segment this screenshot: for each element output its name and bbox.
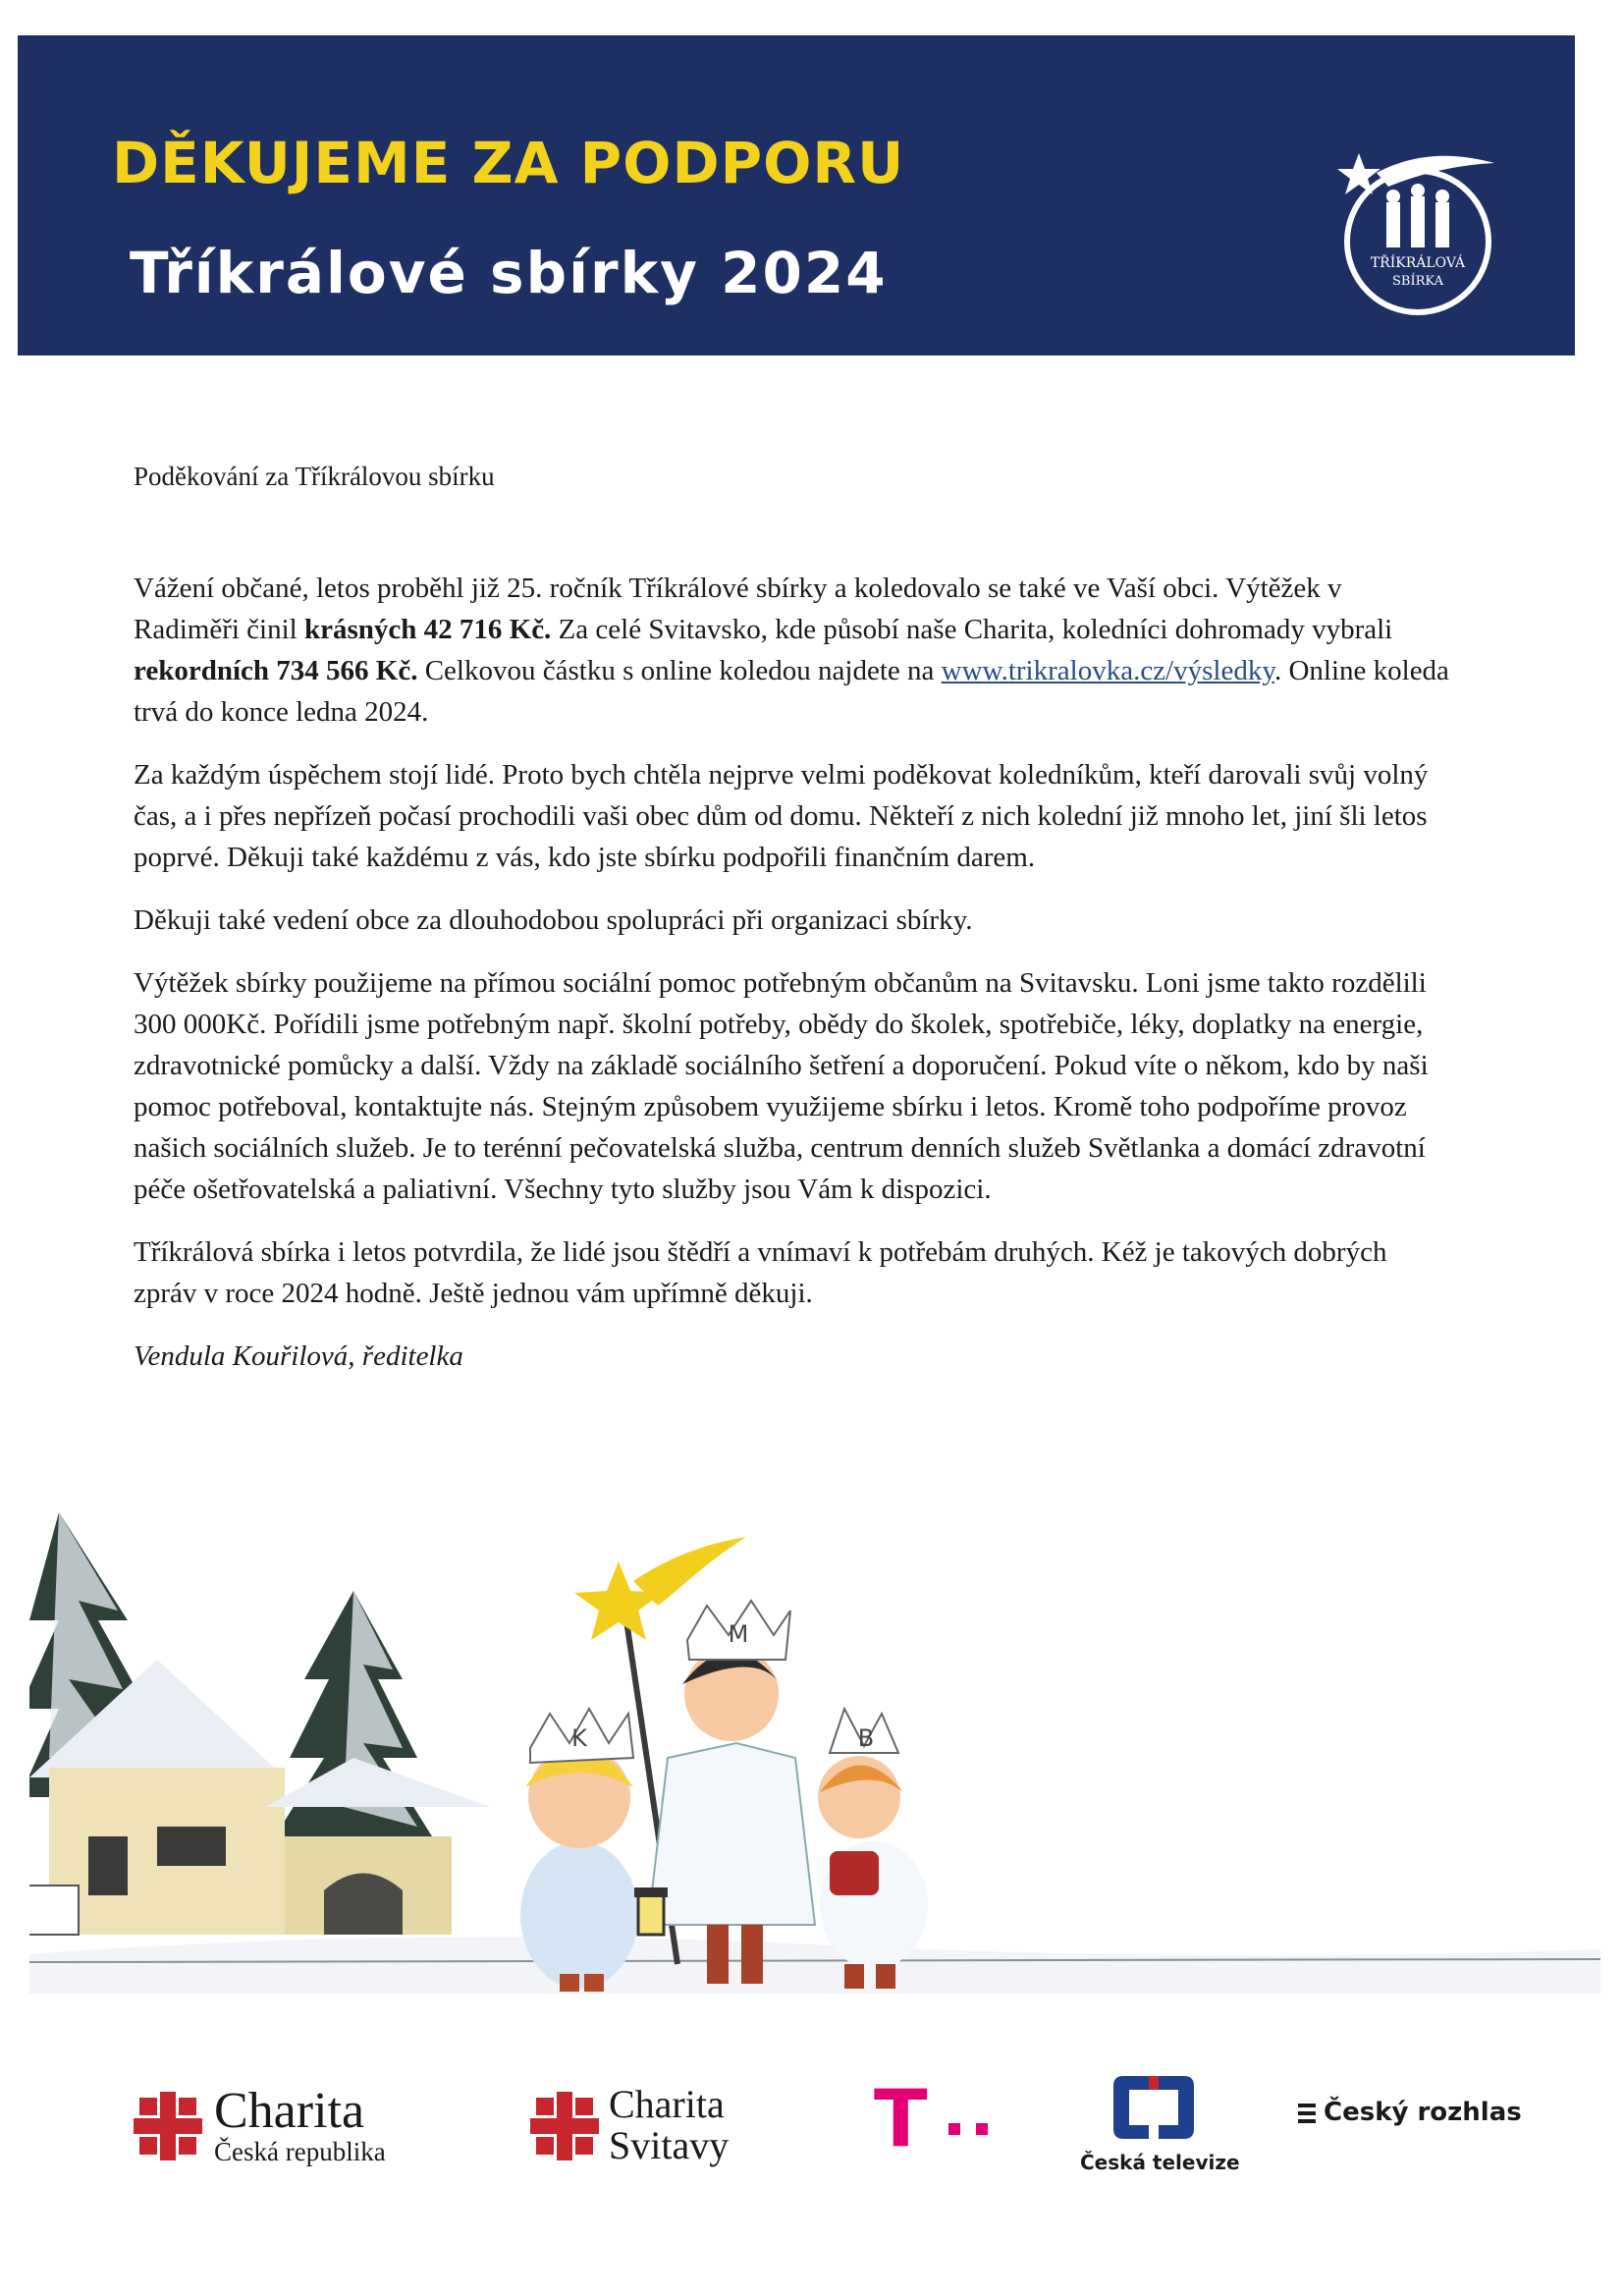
- telekom-logo: [874, 2062, 1011, 2180]
- results-link[interactable]: www.trikralovka.cz/výsledky: [941, 655, 1274, 686]
- telekom-t-icon: T: [874, 2073, 928, 2164]
- charita-cross-icon: [134, 2092, 202, 2160]
- ct-mark-icon: [1110, 2072, 1198, 2143]
- paragraph-2: Za každým úspěchem stojí lidé. Proto bych chtěla nejprve velmi poděkovat koledníkům, kteří darovali svůj volný čas, a i přes nepřízeň počasí prochodili vaši obec dům od domu. Někteří z nich kolední již mnoho let, jiní šli letos poprvé. Děkuji také každému z vás, kdo jste sbírku podpořili finančním darem.: [134, 759, 1429, 873]
- logo-text-line1: TŘÍKRÁLOVÁ: [1370, 255, 1466, 271]
- crown-letter-k: K: [571, 1724, 587, 1752]
- telekom-dot-icon: [976, 2123, 988, 2135]
- p1-text-a: Vážení občané, letos proběhl již 25. ročník Tříkrálové sbírky a koledovalo se také ve Vaší obci. Výtěžek v Radiměři činil: [134, 573, 1342, 645]
- paragraph-1: [134, 568, 1449, 733]
- cr-label: Český rozhlas: [1324, 2098, 1522, 2127]
- paragraph-4: Výtěžek sbírky použijeme na přímou sociální pomoc potřebným občanům na Svitavsku. Loni jsme takto rozdělili 300 000Kč. Pořídili jsme potřebným např. školní potřeby, obědy do školek, spotřebiče, léky, doplatky na energie, zdravotnické pomůcky a další. Vždy na základě sociálního šetření a doporučení. Pokud víte o někom, kdo by naši pomoc potřeboval, kontaktujte nás. Stejným způsobem využijeme sbírku i letos. Kromě toho podpoříme provoz našich sociálních služeb. Je to terénní pečovatelská služba, centrum denních služeb Světlanka a domácí zdravotní péče ošetřovatelská a paliativní. Všechny tyto služby jsou Vám k dispozici.: [134, 967, 1429, 1205]
- lantern-icon: [634, 1887, 668, 1935]
- paragraph-3: Děkuji také vedení obce za dlouhodobou spolupráci při organizaci sbírky.: [134, 904, 973, 936]
- charita-svitavy-name1: Charita: [609, 2082, 725, 2126]
- caroler-b-icon: [818, 1709, 928, 1989]
- charita-cross-icon: [530, 2092, 599, 2160]
- letter-heading: Poděkování za Tříkrálovou sbírku: [134, 462, 495, 491]
- amount-radimer: krásných 42 716 Kč.: [303, 614, 552, 645]
- charita-svitavy-logo: [530, 2062, 756, 2180]
- ct-label: Česká televize: [1080, 2151, 1240, 2174]
- sponsor-logos: [0, 2062, 1624, 2200]
- ceska-televize-logo: [1080, 2062, 1240, 2180]
- winter-carolers-illustration: [29, 1512, 1600, 1994]
- charita-svitavy-name2: Svitavy: [609, 2123, 730, 2167]
- letter-body: [134, 568, 1449, 1398]
- paragraph-5: Tříkrálová sbírka i letos potvrdila, že lidé jsou štědří a vnímaví k potřebám druhých. Kéž je takových dobrých zpráv v roce 2024 hodně. Ještě jednou vám upřímně děkuji.: [134, 1236, 1387, 1309]
- logo-text-line2: SBÍRKA: [1392, 274, 1443, 289]
- p1-text-d: . Online koleda trvá do konce ledna 2024.: [134, 655, 1449, 728]
- p1-text-c: Celkovou částku s online koledou najdete na: [417, 655, 942, 686]
- banner-title: DĚKUJEME ZA PODPORU: [112, 130, 905, 196]
- charita-cr-name: Charita: [214, 2083, 365, 2139]
- signature: Vendula Kouřilová, ředitelka: [134, 1340, 463, 1372]
- trikralova-sbirka-logo: [1329, 143, 1506, 320]
- amount-svitavsko: rekordních 734 566 Kč.: [134, 655, 418, 686]
- banner-subtitle: Tříkrálové sbírky 2024: [130, 240, 888, 306]
- telekom-dot-icon: [948, 2123, 960, 2135]
- crown-letter-m: M: [728, 1620, 749, 1648]
- cr-lines-icon: [1298, 2104, 1316, 2123]
- caroler-k-icon: [520, 1709, 638, 1992]
- charita-cr-sub: Česká republika: [214, 2137, 386, 2166]
- charita-cr-logo: [134, 2062, 428, 2180]
- p1-text-b: Za celé Svitavsko, kde působí naše Charita, koledníci dohromady vybrali: [551, 614, 1393, 645]
- header-banner: [18, 35, 1575, 355]
- cesky-rozhlas-logo: [1298, 2062, 1522, 2180]
- crown-letter-b: B: [857, 1724, 875, 1752]
